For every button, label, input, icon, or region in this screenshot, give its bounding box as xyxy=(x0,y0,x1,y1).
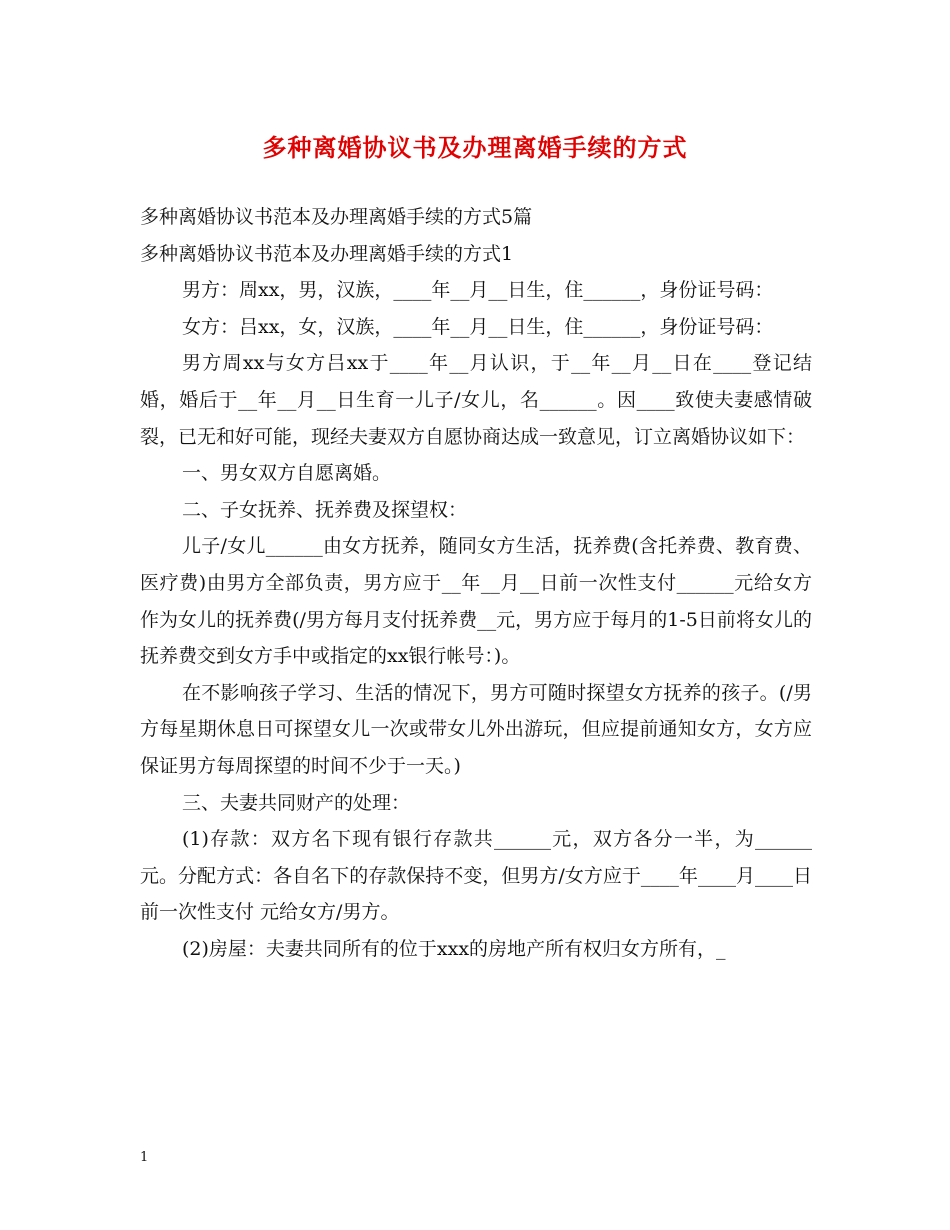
paragraph: 儿子/女儿______由女方抚养，随同女方生活，抚养费(含托养费、教育费、医疗费)由男方全部负责，男方应于__年__月__日前一次性支付______元给女方作为女儿的抚养费(/男方每月支付抚养费__元，男方应于每月的1-5日前将女儿的抚养费交到女方手中或指定的xx银行帐号：)。 xyxy=(140,535,812,668)
paragraph: 二、子女抚养、抚养费及探望权： xyxy=(182,498,468,521)
paragraph: 多种离婚协议书范本及办理离婚手续的方式1 xyxy=(140,242,514,265)
paragraph: 三、夫妻共同财产的处理： xyxy=(182,791,411,814)
paragraph: 男方周xx与女方吕xx于____年__月认识，于__年__月__日在____登记结婚，婚后于__年__月__日生育一儿子/女儿，名______。因____致使夫妻感情破裂，已无和好可能，现经夫妻双方自愿协商达成一致意见，订立离婚协议如下： xyxy=(140,352,812,448)
paragraph: 女方：吕xx，女，汉族，____年__月__日生，住______，身份证号码： xyxy=(182,315,774,338)
paragraph: (1)存款：双方名下现有银行存款共______元，双方各分一半，为______元。分配方式：各自名下的存款保持不变，但男方/女方应于____年____月____日前一次性支付 元给女方/男方。 xyxy=(140,828,812,924)
document-title: 多种离婚协议书及办理离婚手续的方式 xyxy=(262,133,688,162)
document-body xyxy=(140,199,812,967)
paragraph: 在不影响孩子学习、生活的情况下，男方可随时探望女方抚养的孩子。(/男方每星期休息日可探望女儿一次或带女儿外出游玩，但应提前通知女方，女方应保证男方每周探望的时间不少于一天。) xyxy=(140,681,812,777)
paragraph: (2)房屋：夫妻共同所有的位于xxx的房地产所有权归女方所有，_ xyxy=(182,937,726,960)
paragraph: 多种离婚协议书范本及办理离婚手续的方式5篇 xyxy=(140,206,533,228)
paragraph: 一、男女双方自愿离婚。 xyxy=(182,462,392,485)
paragraph: 男方：周xx，男，汉族，____年__月__日生，住______，身份证号码： xyxy=(182,279,774,302)
page-number: 1 xyxy=(140,1150,149,1165)
